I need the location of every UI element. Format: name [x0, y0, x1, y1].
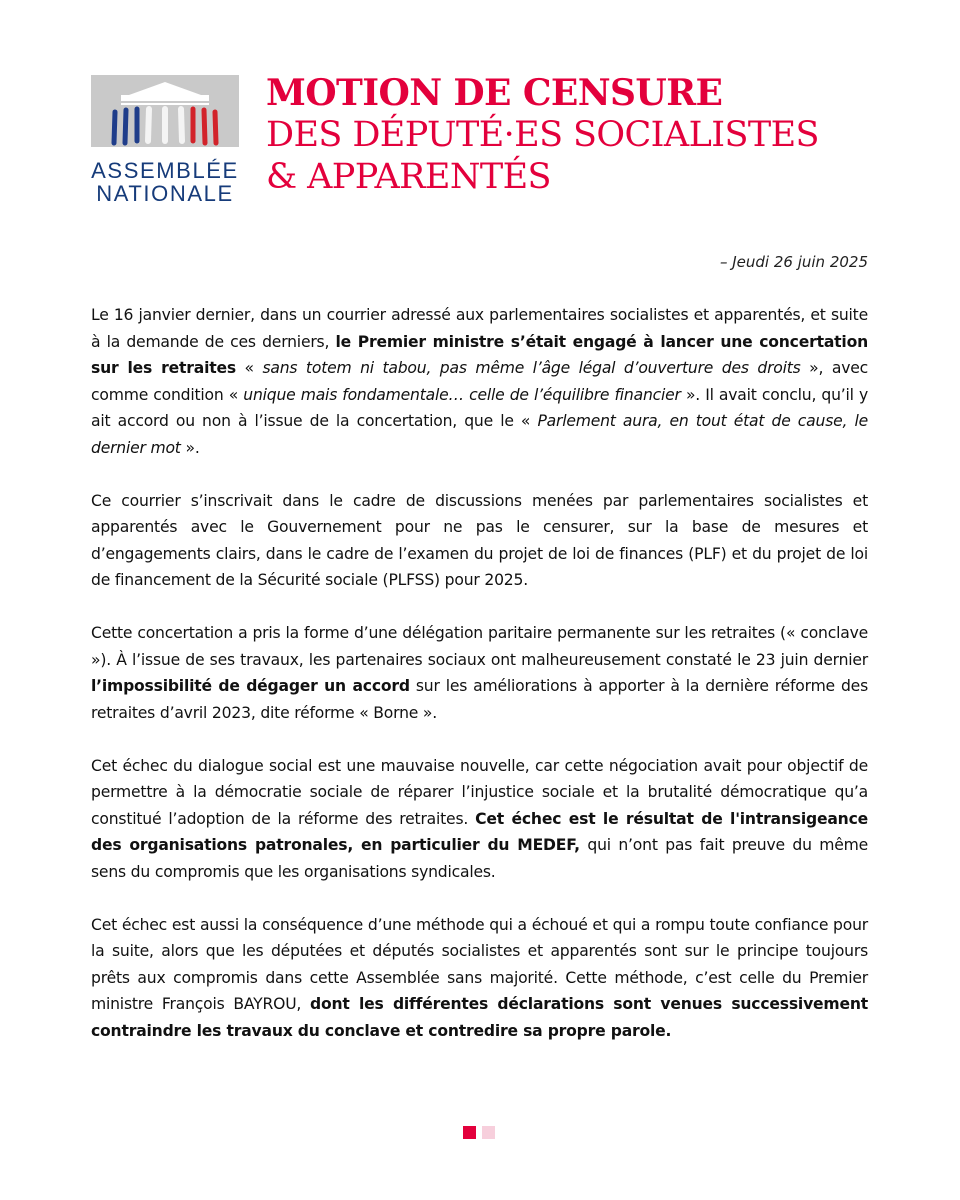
- paragraph-text: «: [235, 359, 263, 377]
- paragraph-2: Ce courrier s’inscrivait dans le cadre de discussions menées par parlementaires socialistes et apparentés avec le Gouvernement pour ne pas le censurer, sur la base de mesures et d’engagements clairs, dans le cadre de l’examen du projet de loi de finances (PLF) et du projet de loi de financement de la Sécurité sociale (PLFSS) pour 2025.: [91, 491, 868, 589]
- document-body: [91, 302, 868, 1071]
- paragraph-text: qui n’ont pas fait preuve du même sens du compromis que les organisations syndicales.: [91, 836, 868, 881]
- paragraph-1: [91, 302, 868, 461]
- page-title: [266, 72, 906, 198]
- title-line-2: DES DÉPUTÉ·ES SOCIALISTES: [266, 115, 819, 155]
- title-line-1: MOTION DE CENSURE: [266, 72, 723, 114]
- title-line-3: & APPARENTÉS: [266, 157, 551, 197]
- paragraph-3: [91, 620, 868, 726]
- paragraph-text: », avec comme condition «: [91, 359, 868, 404]
- page-dot-active: [463, 1126, 476, 1139]
- paragraph-quote: unique mais fondamentale… celle de l’équilibre financier: [243, 385, 681, 404]
- publication-date: – Jeudi 26 juin 2025: [719, 253, 868, 271]
- paragraph-bold: le Premier ministre s’était engagé à lancer une concertation sur les retraites: [91, 332, 868, 377]
- paragraph-text: ». Il avait conclu, qu’il y ait accord ou non à l’issue de la concertation, que le «: [91, 385, 869, 430]
- paragraph-text: ».: [180, 438, 200, 457]
- paragraph-text: sur les améliorations à apporter à la dernière réforme des retraites d’avril 2023, dite réforme « Borne ».: [91, 677, 868, 722]
- paragraph-bold: l’impossibilité de dégager un accord: [91, 677, 410, 695]
- paragraph-4: [91, 753, 868, 886]
- paragraph-quote: sans totem ni tabou, pas même l’âge légal d’ouverture des droits: [262, 359, 801, 377]
- paragraph-text: Cet échec du dialogue social est une mauvaise nouvelle, car cette négociation avait pour objectif de permettre à la démocratie sociale de réparer l’injustice sociale et la brutalité démocratique qu’a constitué l’adoption de la réforme des retraites.: [91, 756, 868, 828]
- hemicycle-icon: [91, 75, 239, 147]
- logo-text: [91, 159, 239, 205]
- paragraph-bold: Cet échec est le résultat de l'intransigeance des organisations patronales, en particulier du MEDEF,: [91, 809, 868, 854]
- page-indicator: [463, 1126, 501, 1139]
- assemblee-nationale-logo: [91, 75, 239, 205]
- paragraph-text: Cet échec est aussi la conséquence d’une méthode qui a échoué et qui a rompu toute confiance pour la suite, alors que les députées et députés socialistes et apparentés sont sur le principe toujours prêts aux compromis dans cette Assemblée sans majorité. Cette méthode, c’est celle du Premier ministre François BAYROU,: [91, 915, 868, 1013]
- page-dot-inactive: [482, 1126, 495, 1139]
- paragraph-text: Le 16 janvier dernier, dans un courrier adressé aux parlementaires socialistes et apparentés, et suite à la demande de ces derniers,: [91, 306, 868, 351]
- paragraph-text: Cette concertation a pris la forme d’une délégation paritaire permanente sur les retraites (« conclave »). À l’issue de ses travaux, les partenaires sociaux ont malheureusement constaté le 23 juin dernier: [91, 624, 868, 669]
- logo-line-2: NATIONALE: [96, 181, 234, 206]
- paragraph-bold: dont les différentes déclarations sont venues successivement contraindre les travaux du conclave et contredire sa propre parole.: [91, 995, 868, 1040]
- paragraph-5: [91, 912, 868, 1045]
- paragraph-quote: Parlement aura, en tout état de cause, le dernier mot: [91, 412, 868, 457]
- logo-line-1: ASSEMBLÉE: [91, 158, 239, 183]
